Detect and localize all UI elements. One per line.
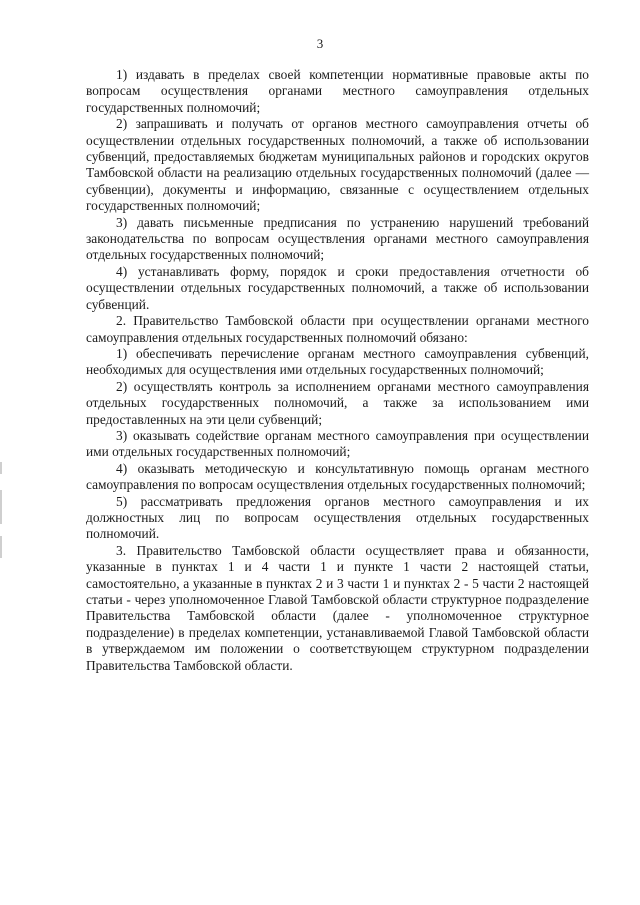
scan-margin-mark <box>0 462 2 474</box>
paragraph: 2) запрашивать и получать от органов местного самоуправления отчеты об осуществлении отдельных государственных полномочий, а также об использовании субвенций, предоставляемых бюджетам муниципальных районов и городских округов Тамбовской области на реализацию отдельных государственных полномочий (далее — субвенции), документы и информацию, связанные с осуществлением отдельных государственных полномочий; <box>86 116 589 214</box>
paragraph: 3) оказывать содействие органам местного самоуправления при осуществлении ими отдельных государственных полномочий; <box>86 427 589 460</box>
paragraph: 3) давать письменные предписания по устранению нарушений требований законодательства по вопросам осуществления органами местного самоуправления отдельных государственных полномочий; <box>86 214 589 263</box>
paragraph: 2) осуществлять контроль за исполнением органами местного самоуправления отдельных государственных полномочий, а также за использованием ими предоставленных на эти цели субвенций; <box>86 378 589 427</box>
paragraph: 1) обеспечивать перечисление органам местного самоуправления субвенций, необходимых для осуществления ими отдельных государственных полномочий; <box>86 345 589 378</box>
paragraph: 4) оказывать методическую и консультативную помощь органам местного самоуправления по вопросам осуществления отдельных государственных полномочий; <box>86 460 589 493</box>
paragraph: 5) рассматривать предложения органов местного самоуправления и их должностных лиц по вопросам осуществления отдельных государственных полномочий. <box>86 493 589 542</box>
paragraph: 1) издавать в пределах своей компетенции нормативные правовые акты по вопросам осуществления органами местного самоуправления отдельных государственных полномочий; <box>86 67 589 115</box>
paragraph: 4) устанавливать форму, порядок и сроки предоставления отчетности об осуществлении отдельных государственных полномочий, а также об использовании субвенций. <box>86 263 589 312</box>
paragraph: 2. Правительство Тамбовской области при осуществлении органами местного самоуправления отдельных государственных полномочий обязано: <box>86 313 589 345</box>
page-number: 3 <box>316 36 324 51</box>
scan-margin-mark <box>0 536 2 558</box>
document-body <box>86 67 589 674</box>
paragraph: 3. Правительство Тамбовской области осуществляет права и обязанности, указанные в пунктах 1 и 4 части 1 и пункте 1 части 2 настоящей статьи, самостоятельно, а указанные в пунктах 2 и 3 части 1 и пунктах 2 - 5 части 2 настоящей статьи - через уполномоченное Главой Тамбовской области структурное подразделение Правительства Тамбовской области (далее - уполномоченное структурное подразделение) в пределах компетенции, устанавливаемой Главой Тамбовской области в утверждаемом им положении о соответствующем структурном подразделении Правительства Тамбовской области. <box>86 542 589 673</box>
scan-margin-mark <box>0 490 2 524</box>
